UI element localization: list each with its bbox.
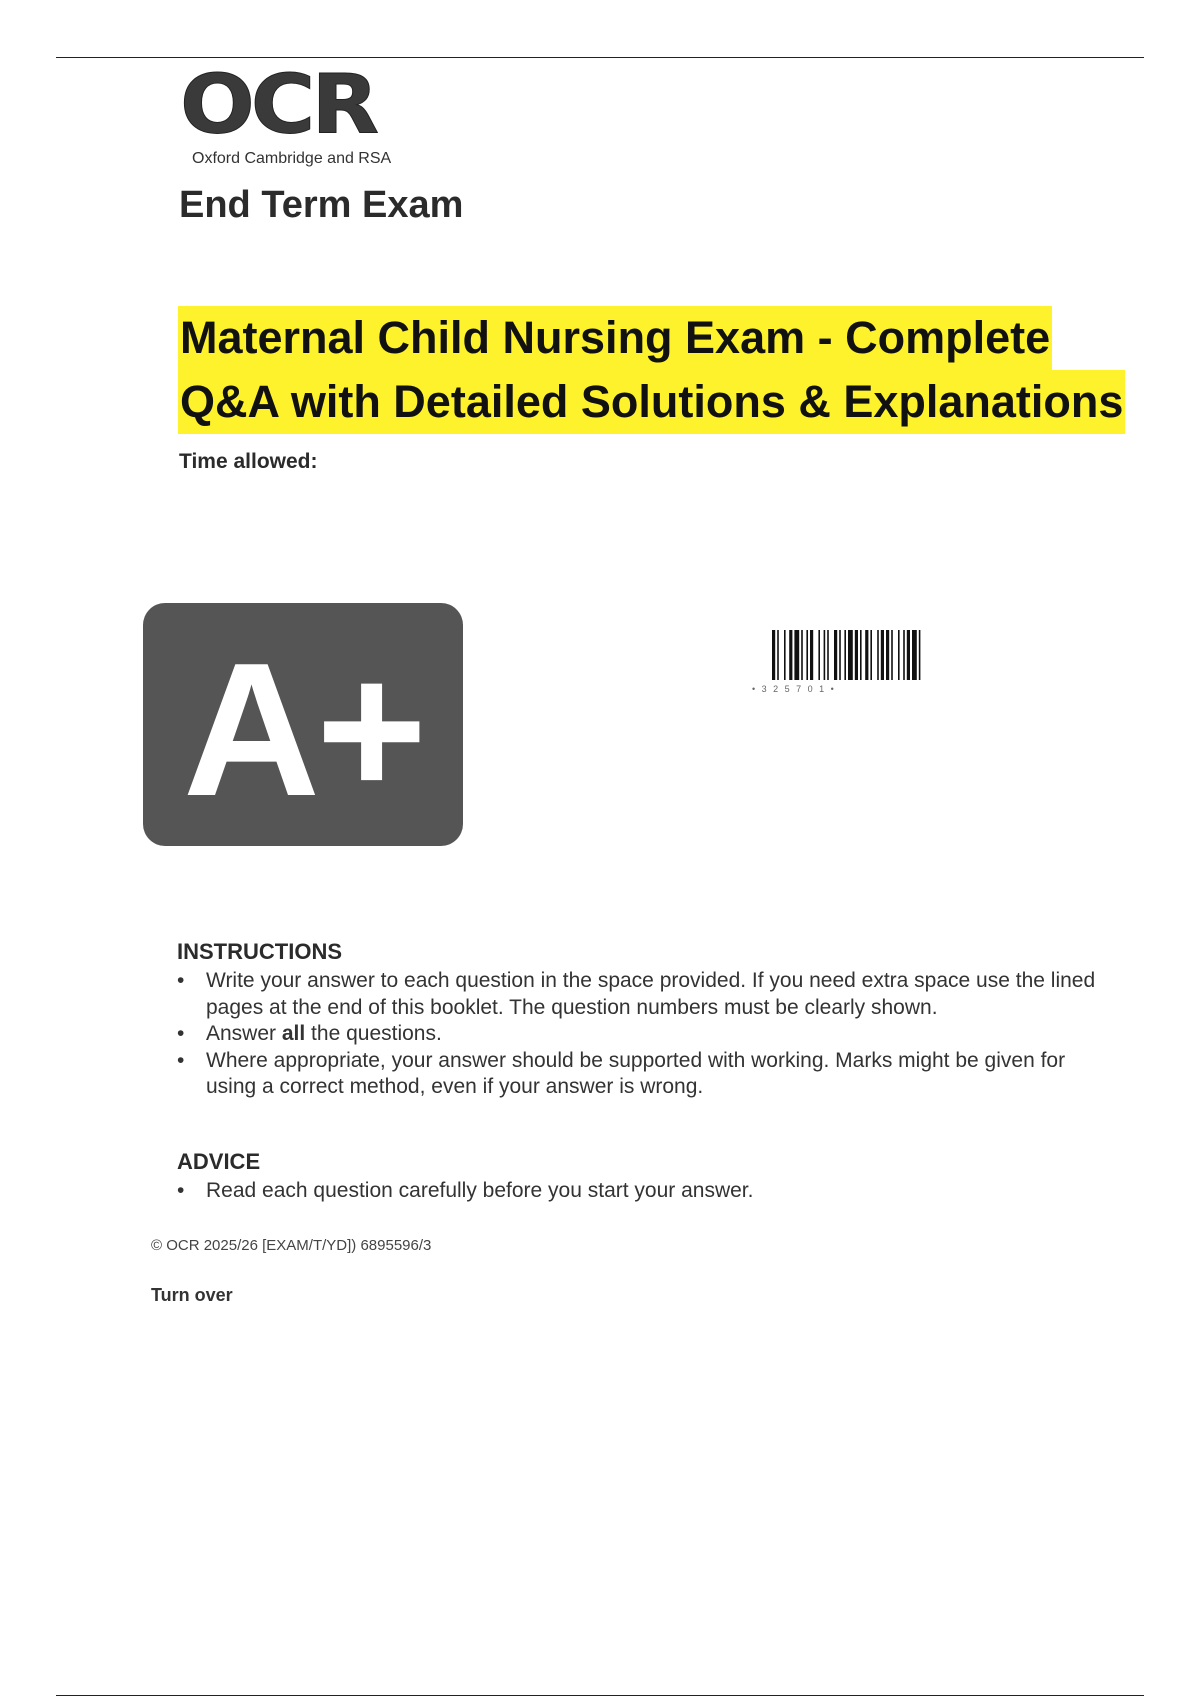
title-line-1: Maternal Child Nursing Exam - Complete (178, 306, 1052, 370)
barcode-bar (865, 630, 868, 680)
barcode-bar (810, 630, 813, 680)
barcode-bar (881, 630, 884, 680)
instructions-list (177, 968, 1107, 1101)
turn-over-label: Turn over (151, 1285, 233, 1305)
barcode-bar (777, 630, 779, 680)
barcode-bar (860, 630, 862, 680)
barcode-bar (824, 630, 826, 680)
bottom-rule (56, 1695, 1144, 1696)
time-allowed-label: Time allowed: (179, 450, 318, 473)
advice-list (177, 1178, 1107, 1205)
advice-section (177, 1149, 1107, 1205)
barcode (752, 628, 1052, 694)
barcode-bar (919, 630, 921, 680)
instructions-section (177, 939, 1107, 1101)
instruction-item: • Write your answer to each question in the space provided. If you need extra space use the lined pages at the end of this booklet. The question numbers must be clearly shown. (177, 969, 1096, 1019)
advice-item: • Read each question carefully before you start your answer. (177, 1178, 1107, 1205)
barcode-bar (855, 630, 858, 680)
emphasis-all: all (281, 1022, 306, 1045)
barcode-bar (794, 630, 799, 680)
barcode-bar (898, 630, 900, 680)
bullet-icon: • (177, 1179, 185, 1202)
barcode-bar (903, 630, 905, 680)
barcode-bar (891, 630, 893, 680)
barcode-bar (784, 630, 786, 680)
document-title (178, 306, 1125, 434)
logo-mark: OCR (180, 56, 376, 152)
ocr-logo (180, 56, 392, 168)
barcode-bar (772, 630, 775, 680)
exam-heading: End Term Exam (179, 184, 464, 226)
barcode-bar (806, 630, 808, 680)
barcode-bar (912, 630, 917, 680)
bullet-icon: • (177, 969, 185, 992)
copyright-line: © OCR 2025/26 [EXAM/T/YD]) 6895596/3 (151, 1237, 432, 1254)
barcode-bar (870, 630, 872, 680)
barcode-bar (801, 630, 803, 680)
bullet-icon: • (177, 1022, 185, 1045)
barcode-bar (907, 630, 910, 680)
barcode-bar (789, 630, 792, 680)
grade-badge-text: A+ (182, 623, 424, 836)
bullet-icon: • (177, 1048, 185, 1072)
barcode-bar (877, 630, 879, 680)
instruction-item: • Answer all the questions. (177, 1021, 1107, 1048)
barcode-bar (848, 630, 853, 680)
barcode-bar (834, 630, 837, 680)
barcode-bars (772, 630, 920, 680)
barcode-digits: • 3 2 5 7 0 1 • (752, 684, 836, 694)
barcode-bar (827, 630, 829, 680)
instruction-item: • Where appropriate, your answer should be supported with working. Marks might be given for using a correct method, even if your answer is wrong. (177, 1048, 1066, 1098)
instructions-heading: INSTRUCTIONS (177, 939, 342, 964)
logo-subtitle: Oxford Cambridge and RSA (192, 150, 392, 167)
title-line-2: Q&A with Detailed Solutions & Explanations (178, 370, 1125, 434)
barcode-bar (844, 630, 846, 680)
barcode-bar (886, 630, 889, 680)
advice-heading: ADVICE (177, 1149, 261, 1174)
grade-badge (143, 603, 463, 846)
barcode-bar (818, 630, 820, 680)
barcode-bar (839, 630, 841, 680)
